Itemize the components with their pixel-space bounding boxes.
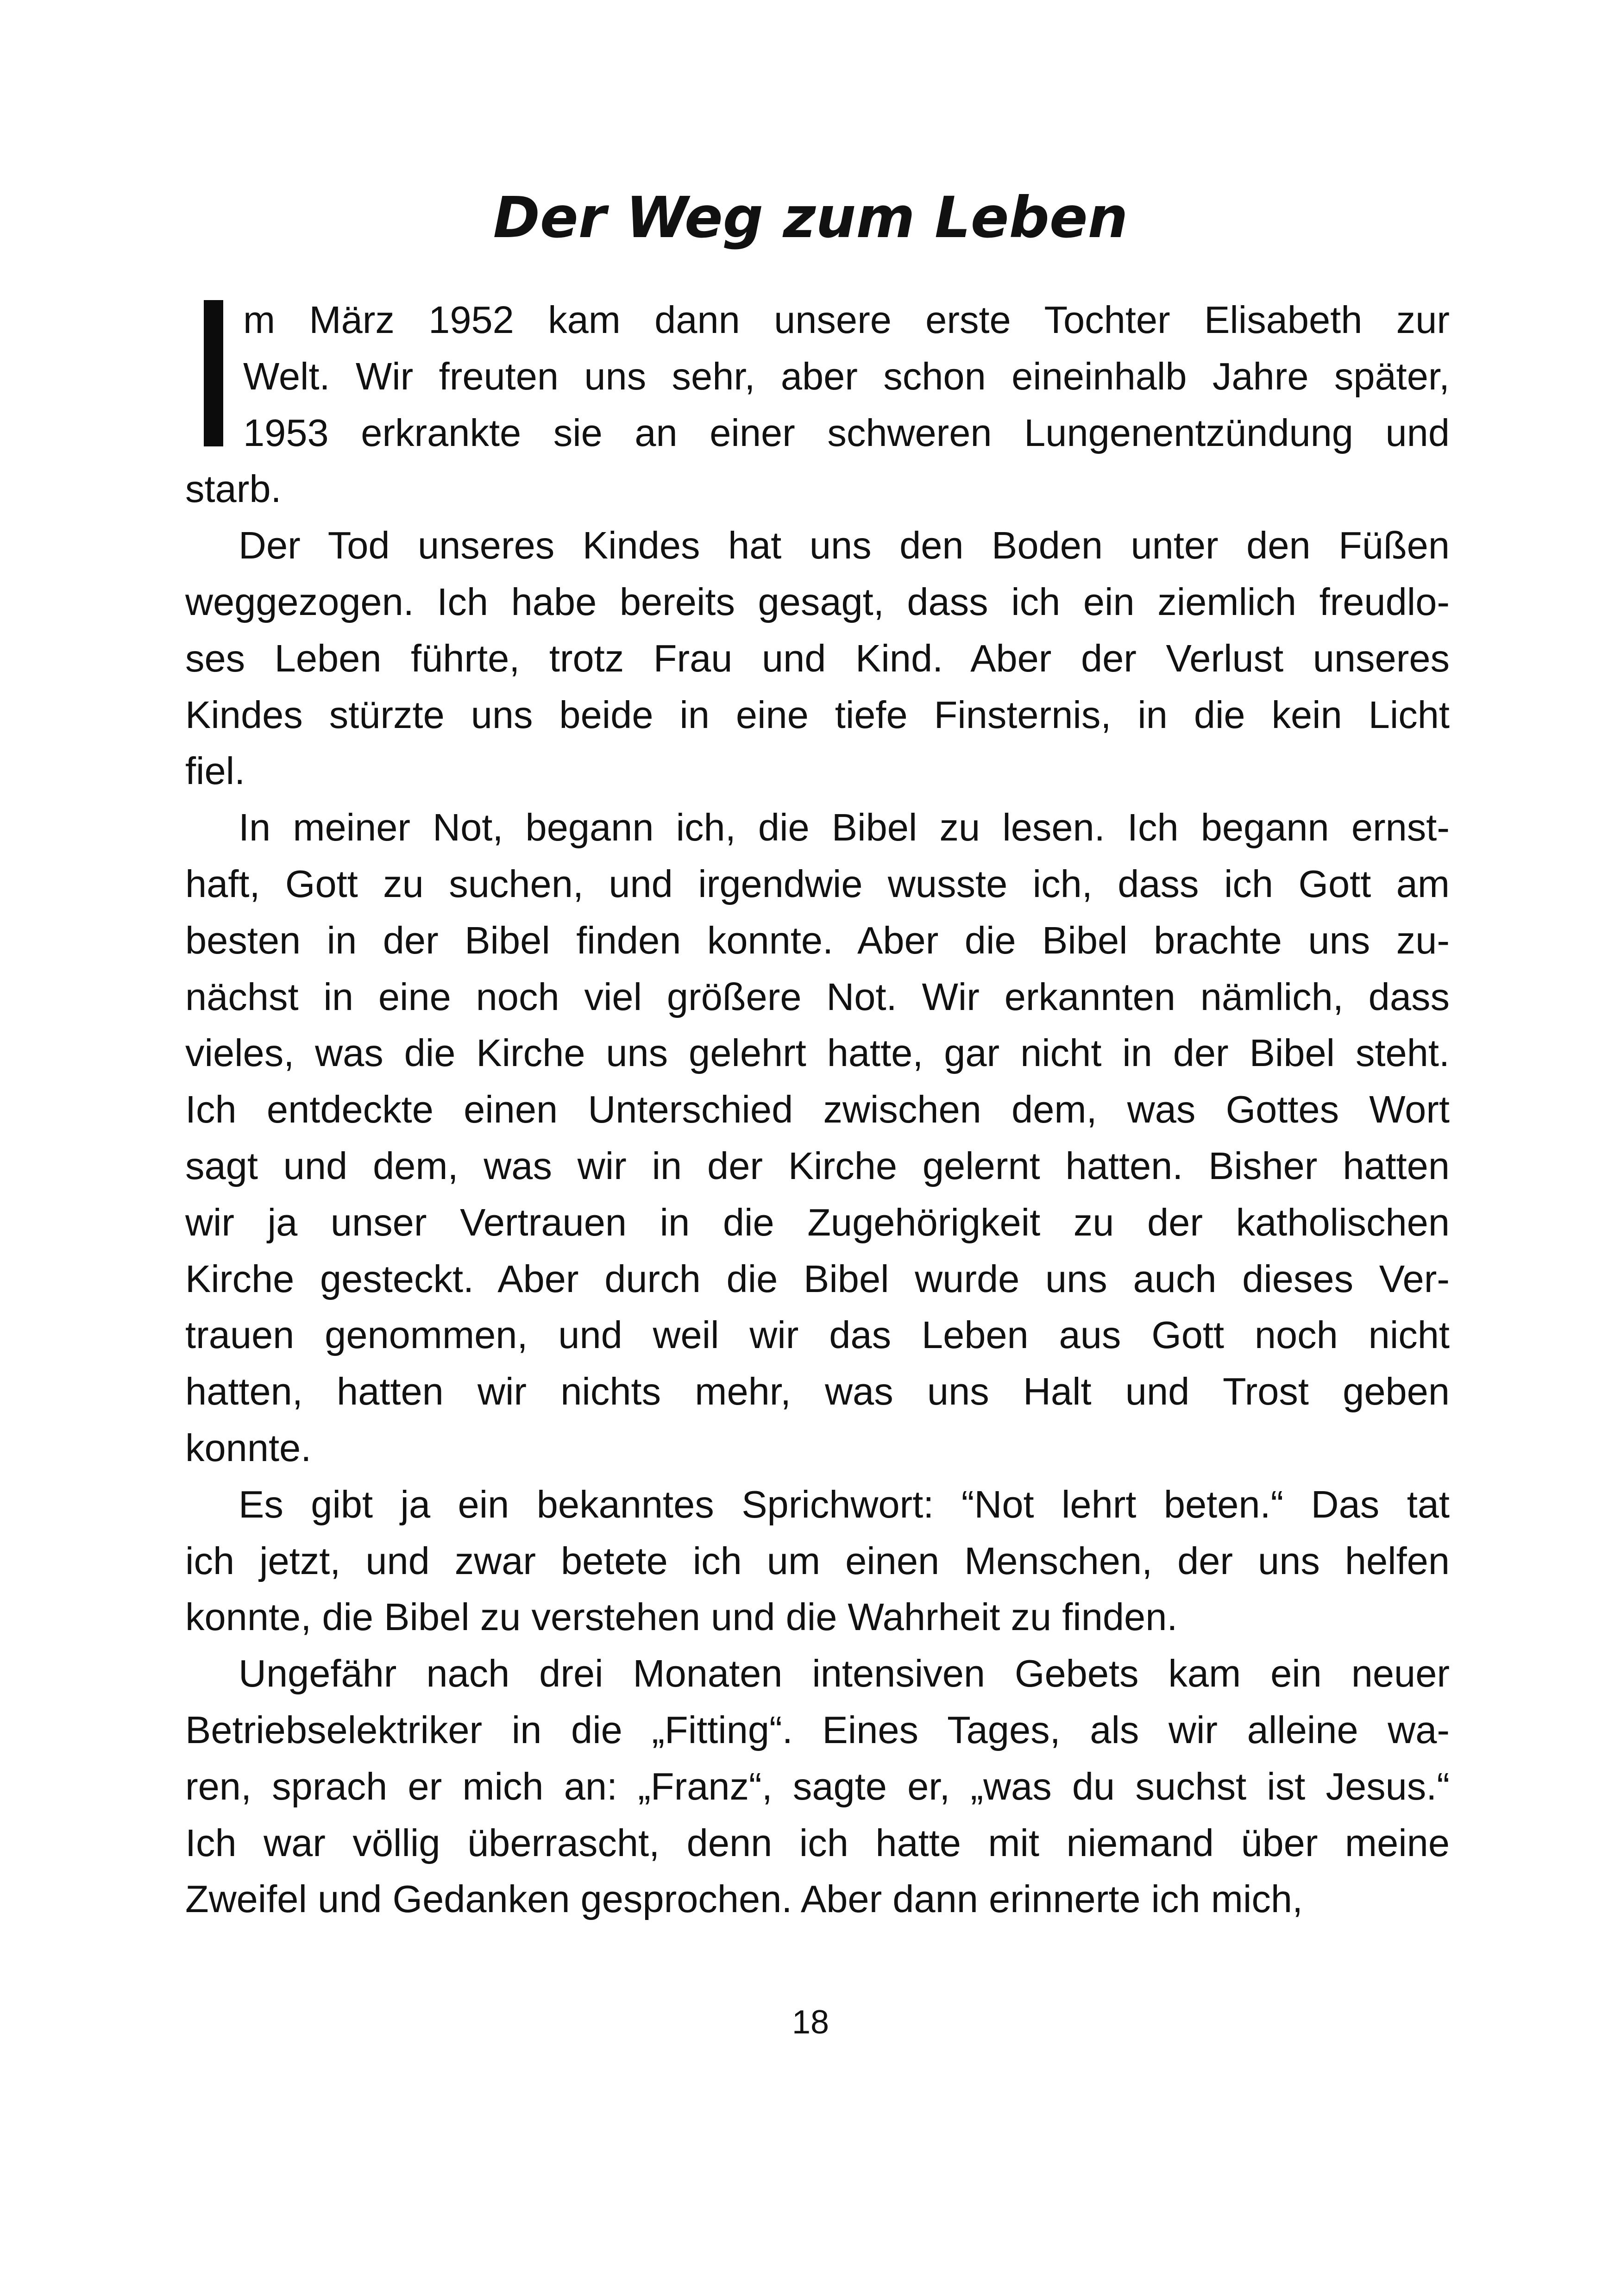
text-line: konnte.	[185, 1426, 312, 1469]
text-line: In meiner Not, begann ich, die Bibel zu lesen. Ich begann ernst-	[239, 806, 1450, 849]
text-line: Der Tod unseres Kindes hat uns den Boden unter den Füßen	[239, 524, 1450, 567]
text-line: Ich entdeckte einen Unterschied zwischen dem, was Gottes Wort	[185, 1088, 1450, 1131]
body-text	[185, 292, 1450, 1927]
text-line: wir ja unser Vertrauen in die Zugehörigkeit zu der katholischen	[185, 1200, 1450, 1244]
text-line: ich jetzt, und zwar betete ich um einen Menschen, der uns helfen	[185, 1539, 1450, 1582]
text-line: hatten, hatten wir nichts mehr, was uns Halt und Trost geben	[185, 1370, 1450, 1413]
text-line: weggezogen. Ich habe bereits gesagt, dass ich ein ziemlich freudlo-	[185, 580, 1450, 623]
text-line: ses Leben führte, trotz Frau und Kind. Aber der Verlust unseres	[185, 636, 1450, 680]
paragraph	[185, 517, 1450, 799]
text-line: fiel.	[185, 749, 245, 793]
text-line: Betriebselektriker in die „Fitting“. Eines Tages, als wir alleine wa-	[185, 1708, 1450, 1751]
text-line: 1953 erkrankte sie an einer schweren Lungenentzündung und	[243, 411, 1450, 454]
text-line: m März 1952 kam dann unsere erste Tochter Elisabeth zur	[243, 298, 1450, 341]
text-line: Kirche gesteckt. Aber durch die Bibel wurde uns auch dieses Ver-	[185, 1257, 1450, 1300]
text-line: vieles, was die Kirche uns gelehrt hatte, gar nicht in der Bibel steht.	[185, 1031, 1450, 1075]
text-line: Es gibt ja ein bekanntes Sprichwort: “Not lehrt beten.“ Das tat	[239, 1482, 1450, 1526]
text-line: nächst in eine noch viel größere Not. Wir erkannten nämlich, dass	[185, 975, 1450, 1018]
text-line: sagt und dem, was wir in der Kirche gelernt hatten. Bisher hatten	[185, 1144, 1450, 1187]
page-number: 18	[792, 2004, 829, 2041]
text-line: Kindes stürzte uns beide in eine tiefe Finsternis, in die kein Licht	[185, 693, 1450, 736]
text-line: konnte, die Bibel zu verstehen und die Wahrheit zu finden.	[185, 1595, 1178, 1639]
text-line: haft, Gott zu suchen, und irgendwie wusste ich, dass ich Gott am	[185, 862, 1450, 905]
paragraph	[185, 799, 1450, 1476]
text-line: ren, sprach er mich an: „Franz“, sagte er, „was du suchst ist Jesus.“	[185, 1764, 1450, 1808]
text-line: besten in der Bibel finden konnte. Aber die Bibel brachte uns zu-	[185, 918, 1450, 962]
text-line: Ungefähr nach drei Monaten intensiven Gebets kam ein neuer	[239, 1652, 1450, 1695]
paragraph	[185, 1645, 1450, 1927]
text-line: trauen genommen, und weil wir das Leben aus Gott noch nicht	[185, 1313, 1450, 1357]
chapter-title: Der Weg zum Leben	[493, 185, 1128, 251]
text-line: Ich war völlig überrascht, denn ich hatte mit niemand über meine	[185, 1821, 1450, 1864]
text-line: Welt. Wir freuten uns sehr, aber schon eineinhalb Jahre später,	[243, 354, 1450, 398]
paragraph	[185, 292, 1450, 517]
paragraph	[185, 1476, 1450, 1645]
text-line: starb.	[185, 467, 282, 511]
text-line: Zweifel und Gedanken gesprochen. Aber dann erinnerte ich mich,	[185, 1877, 1303, 1921]
